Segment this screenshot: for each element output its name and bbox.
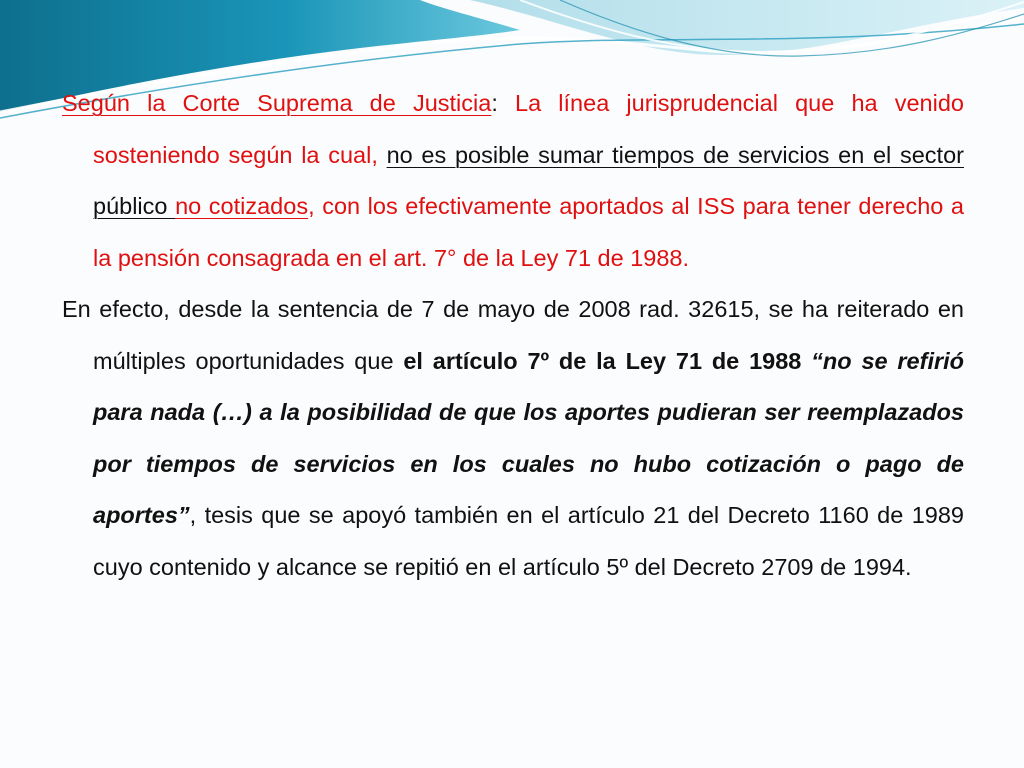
corte-suprema-heading: Según la Corte Suprema de Justicia	[62, 90, 492, 116]
paragraph-corte-suprema	[62, 78, 964, 284]
colon: :	[491, 90, 498, 116]
paragraph1-underlined-text: no es posible sumar tiempos de servicios en el sector público	[93, 141, 964, 219]
paragraph2-text-a: En efecto, desde la sentencia de 7 de mayo de 2008 rad. 32615, se ha reiterado en múltiples oportunidades que	[62, 296, 964, 374]
slide-body	[62, 78, 964, 593]
paragraph1-text-b: , con los efectivamente aportados al ISS para tener derecho a la pensión consagrada en el art. 7° de la Ley 71 de 1988.	[93, 193, 964, 271]
paragraph1-no-cotizados: no cotizados	[175, 193, 309, 219]
paragraph2-bold-article: el artículo 7º de la Ley 71 de 1988	[403, 347, 812, 374]
paragraph2-quote: “no se refirió para nada (…) a la posibilidad de que los aportes pudieran ser reemplazados por tiempos de servicios en los cuales no hubo cotización o pago de aportes”	[93, 347, 964, 528]
paragraph1-text-a: La línea jurisprudencial que ha venido sosteniendo según la cual,	[93, 90, 964, 168]
paragraph-en-efecto	[62, 284, 964, 593]
paragraph2-text-b: , tesis que se apoyó también en el artículo 21 del Decreto 1160 de 1989 cuyo contenido y alcance se repitió en el artículo 5º del Decreto 2709 de 1994.	[93, 502, 964, 580]
